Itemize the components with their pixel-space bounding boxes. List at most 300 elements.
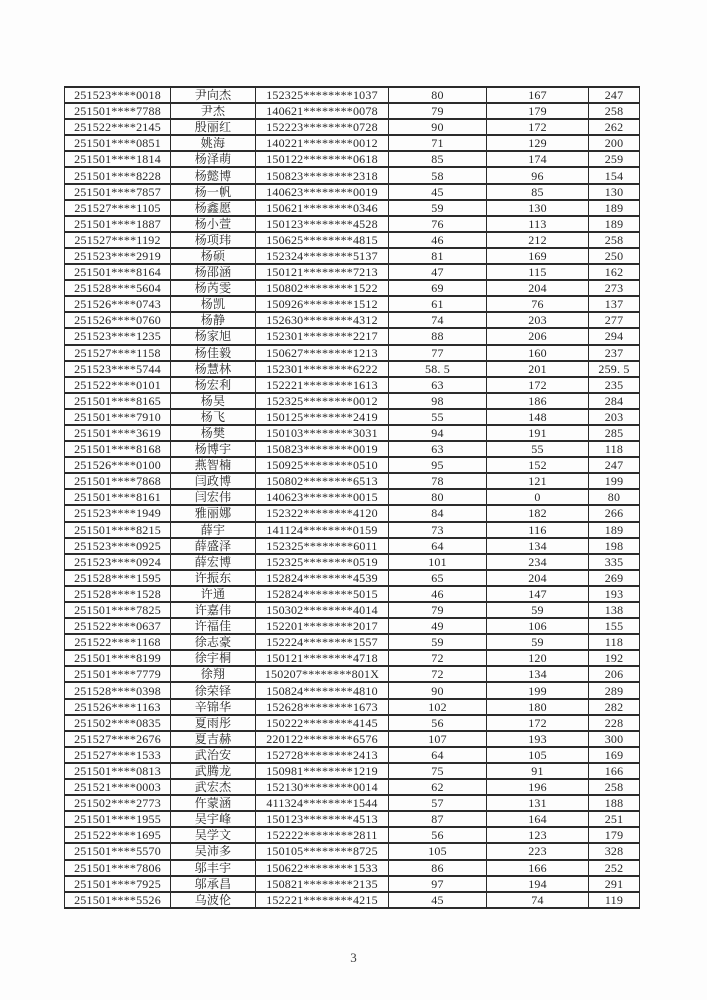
table-row xyxy=(65,489,640,505)
cell-name: 许振东 xyxy=(171,570,256,586)
cell-exam-no: 251522****0101 xyxy=(65,377,171,393)
cell-id-number: 150823********2318 xyxy=(256,167,389,183)
table-row xyxy=(65,892,640,908)
cell-score-1: 78 xyxy=(389,473,487,489)
cell-exam-no: 251527****1105 xyxy=(65,200,171,216)
cell-id-number: 152325********0519 xyxy=(256,554,389,570)
cell-name: 杨博宇 xyxy=(171,441,256,457)
cell-score-1: 81 xyxy=(389,248,487,264)
cell-total-score: 335 xyxy=(589,554,640,570)
cell-name: 吴学文 xyxy=(171,827,256,843)
cell-name: 杨佳毅 xyxy=(171,345,256,361)
cell-exam-no: 251523****0925 xyxy=(65,538,171,554)
table-row xyxy=(65,473,640,489)
cell-name: 杨宏利 xyxy=(171,377,256,393)
table-row xyxy=(65,296,640,312)
cell-score-1: 62 xyxy=(389,779,487,795)
score-table-body xyxy=(65,87,640,908)
cell-exam-no: 251522****2145 xyxy=(65,119,171,135)
cell-total-score: 262 xyxy=(589,119,640,135)
table-row xyxy=(65,634,640,650)
cell-exam-no: 251501****8161 xyxy=(65,489,171,505)
cell-id-number: 152222********2811 xyxy=(256,827,389,843)
cell-id-number: 152325********1037 xyxy=(256,87,389,103)
cell-score-2: 106 xyxy=(487,618,589,634)
cell-score-2: 147 xyxy=(487,586,589,602)
cell-exam-no: 251526****0760 xyxy=(65,312,171,328)
cell-exam-no: 251528****1528 xyxy=(65,586,171,602)
cell-id-number: 150925********0510 xyxy=(256,457,389,473)
cell-exam-no: 251501****7857 xyxy=(65,184,171,200)
cell-score-2: 186 xyxy=(487,393,589,409)
cell-total-score: 291 xyxy=(589,876,640,892)
cell-name: 武宏杰 xyxy=(171,779,256,795)
cell-score-2: 172 xyxy=(487,119,589,135)
table-row xyxy=(65,715,640,731)
cell-exam-no: 251501****5570 xyxy=(65,843,171,859)
table-row xyxy=(65,876,640,892)
cell-total-score: 300 xyxy=(589,731,640,747)
cell-exam-no: 251501****7825 xyxy=(65,602,171,618)
cell-score-1: 49 xyxy=(389,618,487,634)
cell-id-number: 150621********0346 xyxy=(256,200,389,216)
cell-total-score: 251 xyxy=(589,811,640,827)
cell-score-2: 59 xyxy=(487,602,589,618)
table-row xyxy=(65,827,640,843)
cell-id-number: 140221********0012 xyxy=(256,135,389,151)
cell-name: 燕智楠 xyxy=(171,457,256,473)
cell-id-number: 150125********2419 xyxy=(256,409,389,425)
cell-exam-no: 251501****7868 xyxy=(65,473,171,489)
cell-total-score: 282 xyxy=(589,699,640,715)
cell-name: 徐翔 xyxy=(171,666,256,682)
cell-name: 杨项玮 xyxy=(171,232,256,248)
cell-total-score: 285 xyxy=(589,425,640,441)
cell-id-number: 150123********4528 xyxy=(256,216,389,232)
cell-total-score: 247 xyxy=(589,457,640,473)
cell-score-2: 206 xyxy=(487,328,589,344)
cell-id-number: 152301********6222 xyxy=(256,361,389,377)
cell-id-number: 140621********0078 xyxy=(256,103,389,119)
cell-id-number: 150627********1213 xyxy=(256,345,389,361)
cell-total-score: 154 xyxy=(589,167,640,183)
cell-score-1: 61 xyxy=(389,296,487,312)
table-row xyxy=(65,216,640,232)
cell-total-score: 198 xyxy=(589,538,640,554)
table-row xyxy=(65,650,640,666)
cell-total-score: 252 xyxy=(589,860,640,876)
table-row xyxy=(65,860,640,876)
cell-id-number: 152325********6011 xyxy=(256,538,389,554)
cell-score-2: 203 xyxy=(487,312,589,328)
cell-id-number: 152628********1673 xyxy=(256,699,389,715)
table-row xyxy=(65,586,640,602)
cell-total-score: 206 xyxy=(589,666,640,682)
cell-exam-no: 251523****1235 xyxy=(65,328,171,344)
cell-score-2: 55 xyxy=(487,441,589,457)
table-row xyxy=(65,200,640,216)
cell-id-number: 152224********1557 xyxy=(256,634,389,650)
cell-exam-no: 251523****1949 xyxy=(65,505,171,521)
cell-name: 杨懿博 xyxy=(171,167,256,183)
cell-name: 闫政博 xyxy=(171,473,256,489)
cell-id-number: 152322********4120 xyxy=(256,505,389,521)
cell-score-1: 101 xyxy=(389,554,487,570)
cell-score-1: 45 xyxy=(389,892,487,908)
cell-score-1: 56 xyxy=(389,827,487,843)
cell-score-1: 87 xyxy=(389,811,487,827)
cell-id-number: 152824********5015 xyxy=(256,586,389,602)
table-row xyxy=(65,699,640,715)
cell-id-number: 152221********4215 xyxy=(256,892,389,908)
cell-exam-no: 251501****7910 xyxy=(65,409,171,425)
cell-name: 杨慧林 xyxy=(171,361,256,377)
cell-score-1: 107 xyxy=(389,731,487,747)
table-row xyxy=(65,570,640,586)
cell-name: 尹向杰 xyxy=(171,87,256,103)
cell-name: 杨昊 xyxy=(171,393,256,409)
table-row xyxy=(65,795,640,811)
cell-score-2: 174 xyxy=(487,151,589,167)
cell-id-number: 150625********4815 xyxy=(256,232,389,248)
cell-total-score: 189 xyxy=(589,216,640,232)
table-row xyxy=(65,522,640,538)
cell-score-2: 194 xyxy=(487,876,589,892)
cell-id-number: 152324********5137 xyxy=(256,248,389,264)
cell-id-number: 152130********0014 xyxy=(256,779,389,795)
cell-score-1: 77 xyxy=(389,345,487,361)
cell-score-1: 102 xyxy=(389,699,487,715)
cell-name: 杨飞 xyxy=(171,409,256,425)
cell-exam-no: 251523****2919 xyxy=(65,248,171,264)
table-row xyxy=(65,232,640,248)
cell-name: 闫宏伟 xyxy=(171,489,256,505)
cell-id-number: 150926********1512 xyxy=(256,296,389,312)
cell-id-number: 140623********0015 xyxy=(256,489,389,505)
cell-id-number: 150103********3031 xyxy=(256,425,389,441)
cell-id-number: 150802********1522 xyxy=(256,280,389,296)
cell-id-number: 152728********2413 xyxy=(256,747,389,763)
cell-exam-no: 251523****5744 xyxy=(65,361,171,377)
cell-name: 许通 xyxy=(171,586,256,602)
cell-total-score: 259 xyxy=(589,151,640,167)
table-row xyxy=(65,425,640,441)
cell-total-score: 192 xyxy=(589,650,640,666)
cell-score-1: 79 xyxy=(389,602,487,618)
cell-id-number: 150823********0019 xyxy=(256,441,389,457)
table-row xyxy=(65,602,640,618)
cell-score-2: 113 xyxy=(487,216,589,232)
cell-total-score: 80 xyxy=(589,489,640,505)
cell-total-score: 237 xyxy=(589,345,640,361)
cell-score-1: 55 xyxy=(389,409,487,425)
cell-name: 武治安 xyxy=(171,747,256,763)
cell-score-2: 129 xyxy=(487,135,589,151)
cell-name: 夏雨彤 xyxy=(171,715,256,731)
cell-id-number: 152630********4312 xyxy=(256,312,389,328)
table-row xyxy=(65,441,640,457)
cell-exam-no: 251522****1695 xyxy=(65,827,171,843)
cell-name: 杨泽萌 xyxy=(171,151,256,167)
cell-exam-no: 251528****5604 xyxy=(65,280,171,296)
cell-total-score: 199 xyxy=(589,473,640,489)
cell-exam-no: 251521****0003 xyxy=(65,779,171,795)
cell-total-score: 189 xyxy=(589,200,640,216)
cell-score-2: 234 xyxy=(487,554,589,570)
cell-score-2: 201 xyxy=(487,361,589,377)
cell-id-number: 150121********4718 xyxy=(256,650,389,666)
cell-total-score: 155 xyxy=(589,618,640,634)
cell-id-number: 150981********1219 xyxy=(256,763,389,779)
table-row xyxy=(65,103,640,119)
cell-score-2: 204 xyxy=(487,280,589,296)
table-row xyxy=(65,361,640,377)
cell-score-1: 94 xyxy=(389,425,487,441)
cell-exam-no: 251523****0018 xyxy=(65,87,171,103)
cell-score-2: 76 xyxy=(487,296,589,312)
table-row xyxy=(65,843,640,859)
table-row xyxy=(65,747,640,763)
cell-score-2: 223 xyxy=(487,843,589,859)
cell-score-1: 59 xyxy=(389,634,487,650)
cell-total-score: 250 xyxy=(589,248,640,264)
cell-total-score: 247 xyxy=(589,87,640,103)
cell-exam-no: 251527****2676 xyxy=(65,731,171,747)
cell-score-1: 74 xyxy=(389,312,487,328)
cell-score-2: 85 xyxy=(487,184,589,200)
table-row xyxy=(65,538,640,554)
cell-score-2: 182 xyxy=(487,505,589,521)
table-row xyxy=(65,618,640,634)
cell-exam-no: 251501****8228 xyxy=(65,167,171,183)
cell-score-1: 57 xyxy=(389,795,487,811)
cell-score-2: 172 xyxy=(487,377,589,393)
cell-score-1: 63 xyxy=(389,441,487,457)
table-row xyxy=(65,763,640,779)
cell-exam-no: 251501****0851 xyxy=(65,135,171,151)
cell-exam-no: 251501****7806 xyxy=(65,860,171,876)
cell-score-2: 121 xyxy=(487,473,589,489)
page-number: 3 xyxy=(350,950,357,965)
cell-name: 杨静 xyxy=(171,312,256,328)
cell-score-1: 69 xyxy=(389,280,487,296)
cell-score-2: 212 xyxy=(487,232,589,248)
cell-score-2: 160 xyxy=(487,345,589,361)
cell-total-score: 259. 5 xyxy=(589,361,640,377)
cell-score-2: 167 xyxy=(487,87,589,103)
table-row xyxy=(65,505,640,521)
cell-total-score: 162 xyxy=(589,264,640,280)
cell-score-1: 46 xyxy=(389,586,487,602)
cell-total-score: 228 xyxy=(589,715,640,731)
cell-id-number: 150302********4014 xyxy=(256,602,389,618)
cell-score-1: 85 xyxy=(389,151,487,167)
cell-score-1: 84 xyxy=(389,505,487,521)
cell-exam-no: 251501****0813 xyxy=(65,763,171,779)
cell-name: 许嘉伟 xyxy=(171,602,256,618)
cell-exam-no: 251522****1168 xyxy=(65,634,171,650)
cell-score-1: 90 xyxy=(389,119,487,135)
cell-id-number: 152824********4539 xyxy=(256,570,389,586)
cell-exam-no: 251527****1158 xyxy=(65,345,171,361)
cell-score-2: 130 xyxy=(487,200,589,216)
cell-score-2: 172 xyxy=(487,715,589,731)
cell-score-2: 179 xyxy=(487,103,589,119)
cell-name: 吴宇峰 xyxy=(171,811,256,827)
cell-score-2: 134 xyxy=(487,666,589,682)
cell-score-2: 120 xyxy=(487,650,589,666)
cell-exam-no: 251501****8165 xyxy=(65,393,171,409)
cell-score-2: 74 xyxy=(487,892,589,908)
cell-score-2: 152 xyxy=(487,457,589,473)
cell-score-2: 191 xyxy=(487,425,589,441)
cell-exam-no: 251526****0100 xyxy=(65,457,171,473)
cell-score-2: 59 xyxy=(487,634,589,650)
cell-total-score: 130 xyxy=(589,184,640,200)
cell-exam-no: 251501****8199 xyxy=(65,650,171,666)
table-row xyxy=(65,811,640,827)
cell-id-number: 150105********8725 xyxy=(256,843,389,859)
cell-name: 乌波伦 xyxy=(171,892,256,908)
table-row xyxy=(65,87,640,103)
cell-score-1: 80 xyxy=(389,87,487,103)
cell-id-number: 152301********2217 xyxy=(256,328,389,344)
cell-name: 尹杰 xyxy=(171,103,256,119)
cell-id-number: 140623********0019 xyxy=(256,184,389,200)
cell-score-1: 63 xyxy=(389,377,487,393)
table-row xyxy=(65,377,640,393)
table-row xyxy=(65,666,640,682)
cell-total-score: 277 xyxy=(589,312,640,328)
cell-exam-no: 251502****0835 xyxy=(65,715,171,731)
cell-total-score: 235 xyxy=(589,377,640,393)
cell-score-2: 166 xyxy=(487,860,589,876)
cell-total-score: 188 xyxy=(589,795,640,811)
cell-id-number: 150123********4513 xyxy=(256,811,389,827)
cell-score-1: 88 xyxy=(389,328,487,344)
cell-total-score: 266 xyxy=(589,505,640,521)
cell-score-1: 97 xyxy=(389,876,487,892)
cell-exam-no: 251522****0637 xyxy=(65,618,171,634)
cell-score-2: 164 xyxy=(487,811,589,827)
cell-id-number: 150622********1533 xyxy=(256,860,389,876)
cell-id-number: 152223********0728 xyxy=(256,119,389,135)
cell-score-2: 116 xyxy=(487,522,589,538)
cell-exam-no: 251528****1595 xyxy=(65,570,171,586)
cell-name: 杨一帆 xyxy=(171,184,256,200)
cell-total-score: 258 xyxy=(589,779,640,795)
cell-score-1: 71 xyxy=(389,135,487,151)
cell-score-2: 105 xyxy=(487,747,589,763)
cell-score-1: 64 xyxy=(389,747,487,763)
table-row xyxy=(65,409,640,425)
cell-id-number: 152221********1613 xyxy=(256,377,389,393)
table-row xyxy=(65,312,640,328)
cell-exam-no: 251501****3619 xyxy=(65,425,171,441)
score-table xyxy=(64,86,640,909)
cell-name: 辛锦华 xyxy=(171,699,256,715)
cell-id-number: 152201********2017 xyxy=(256,618,389,634)
cell-total-score: 193 xyxy=(589,586,640,602)
cell-name: 徐荣铎 xyxy=(171,682,256,698)
cell-exam-no: 251526****0743 xyxy=(65,296,171,312)
cell-name: 薛宏博 xyxy=(171,554,256,570)
cell-id-number: 150824********4810 xyxy=(256,682,389,698)
cell-score-2: 180 xyxy=(487,699,589,715)
cell-exam-no: 251502****2773 xyxy=(65,795,171,811)
cell-score-1: 95 xyxy=(389,457,487,473)
cell-score-1: 75 xyxy=(389,763,487,779)
cell-score-2: 199 xyxy=(487,682,589,698)
cell-name: 仵蒙涵 xyxy=(171,795,256,811)
cell-score-1: 46 xyxy=(389,232,487,248)
cell-score-1: 105 xyxy=(389,843,487,859)
cell-id-number: 150207********801X xyxy=(256,666,389,682)
cell-total-score: 258 xyxy=(589,103,640,119)
cell-name: 杨芮雯 xyxy=(171,280,256,296)
table-row xyxy=(65,682,640,698)
cell-name: 薛宇 xyxy=(171,522,256,538)
cell-exam-no: 251501****8164 xyxy=(65,264,171,280)
cell-name: 杨硕 xyxy=(171,248,256,264)
cell-score-1: 86 xyxy=(389,860,487,876)
cell-exam-no: 251526****1163 xyxy=(65,699,171,715)
table-row xyxy=(65,151,640,167)
table-row xyxy=(65,135,640,151)
cell-id-number: 150122********0618 xyxy=(256,151,389,167)
cell-id-number: 152325********0012 xyxy=(256,393,389,409)
cell-score-1: 73 xyxy=(389,522,487,538)
cell-exam-no: 251527****1533 xyxy=(65,747,171,763)
cell-score-1: 56 xyxy=(389,715,487,731)
cell-score-2: 196 xyxy=(487,779,589,795)
cell-total-score: 119 xyxy=(589,892,640,908)
cell-score-1: 45 xyxy=(389,184,487,200)
cell-exam-no: 251501****5526 xyxy=(65,892,171,908)
cell-name: 杨凯 xyxy=(171,296,256,312)
cell-total-score: 118 xyxy=(589,634,640,650)
cell-score-2: 193 xyxy=(487,731,589,747)
cell-total-score: 289 xyxy=(589,682,640,698)
cell-id-number: 150821********2135 xyxy=(256,876,389,892)
cell-score-1: 58 xyxy=(389,167,487,183)
table-row xyxy=(65,393,640,409)
table-row xyxy=(65,119,640,135)
table-row xyxy=(65,167,640,183)
cell-score-2: 0 xyxy=(487,489,589,505)
cell-name: 邬丰宇 xyxy=(171,860,256,876)
cell-exam-no: 251527****1192 xyxy=(65,232,171,248)
cell-score-1: 72 xyxy=(389,650,487,666)
cell-name: 徐宇桐 xyxy=(171,650,256,666)
cell-id-number: 141124********0159 xyxy=(256,522,389,538)
cell-exam-no: 251501****7925 xyxy=(65,876,171,892)
cell-exam-no: 251501****7788 xyxy=(65,103,171,119)
cell-score-1: 79 xyxy=(389,103,487,119)
cell-total-score: 273 xyxy=(589,280,640,296)
cell-exam-no: 251501****1887 xyxy=(65,216,171,232)
cell-score-2: 123 xyxy=(487,827,589,843)
cell-name: 薛盛泽 xyxy=(171,538,256,554)
cell-id-number: 150121********7213 xyxy=(256,264,389,280)
table-row xyxy=(65,554,640,570)
cell-id-number: 150222********4145 xyxy=(256,715,389,731)
cell-total-score: 328 xyxy=(589,843,640,859)
cell-score-1: 76 xyxy=(389,216,487,232)
cell-name: 杨小萱 xyxy=(171,216,256,232)
cell-name: 杨鑫愿 xyxy=(171,200,256,216)
cell-score-2: 134 xyxy=(487,538,589,554)
